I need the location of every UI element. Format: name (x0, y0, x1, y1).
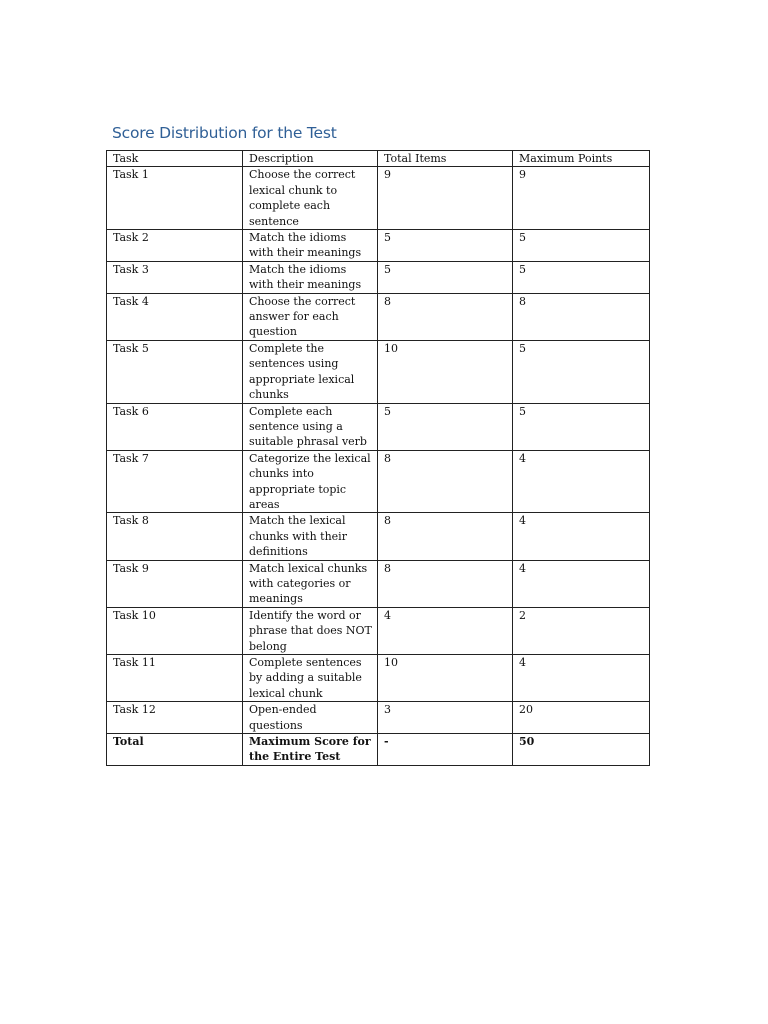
cell-maximum-points: 8 (513, 293, 650, 340)
cell-total-items: 8 (378, 560, 513, 607)
cell-task: Task 8 (107, 513, 243, 560)
cell-description: Categorize the lexical chunks into appropriate topic areas (243, 450, 378, 513)
cell-description: Match lexical chunks with categories or meanings (243, 560, 378, 607)
cell-task: Task 11 (107, 655, 243, 702)
cell-maximum-points: 5 (513, 340, 650, 403)
cell-maximum-points: 20 (513, 702, 650, 734)
table-row (107, 230, 650, 262)
cell-task: Task 4 (107, 293, 243, 340)
cell-description: Choose the correct answer for each question (243, 293, 378, 340)
cell-description: Complete each sentence using a suitable phrasal verb (243, 403, 378, 450)
cell-maximum-points: 5 (513, 230, 650, 262)
cell-total-items: 8 (378, 513, 513, 560)
cell-task: Task 7 (107, 450, 243, 513)
cell-maximum-points: 4 (513, 450, 650, 513)
cell-task: Task 6 (107, 403, 243, 450)
table-row (107, 450, 650, 513)
cell-task: Task 2 (107, 230, 243, 262)
cell-total-items: 5 (378, 403, 513, 450)
cell-total-items: 4 (378, 607, 513, 654)
table-row (107, 167, 650, 230)
table-row (107, 513, 650, 560)
cell-maximum-points: 4 (513, 560, 650, 607)
table-row (107, 655, 650, 702)
cell-description: Complete sentences by adding a suitable lexical chunk (243, 655, 378, 702)
table-row (107, 261, 650, 293)
cell-task: Task 12 (107, 702, 243, 734)
table-row (107, 293, 650, 340)
page-title: Score Distribution for the Test (112, 124, 337, 142)
cell-maximum-points: 5 (513, 261, 650, 293)
cell-task: Task 3 (107, 261, 243, 293)
table-row (107, 560, 650, 607)
cell-description: Open-ended questions (243, 702, 378, 734)
table-row (107, 702, 650, 734)
table-total-row (107, 734, 650, 766)
cell-task: Task 5 (107, 340, 243, 403)
total-label: Total (107, 734, 243, 766)
cell-description: Match the lexical chunks with their definitions (243, 513, 378, 560)
cell-description: Identify the word or phrase that does NOT belong (243, 607, 378, 654)
header-description: Description (243, 151, 378, 167)
cell-maximum-points: 2 (513, 607, 650, 654)
cell-total-items: 5 (378, 261, 513, 293)
table-row (107, 607, 650, 654)
cell-total-items: 10 (378, 655, 513, 702)
cell-total-items: 10 (378, 340, 513, 403)
total-items: - (378, 734, 513, 766)
cell-description: Match the idioms with their meanings (243, 261, 378, 293)
header-total-items: Total Items (378, 151, 513, 167)
table-row (107, 340, 650, 403)
cell-maximum-points: 5 (513, 403, 650, 450)
cell-maximum-points: 4 (513, 513, 650, 560)
cell-task: Task 9 (107, 560, 243, 607)
cell-total-items: 5 (378, 230, 513, 262)
cell-description: Match the idioms with their meanings (243, 230, 378, 262)
cell-description: Choose the correct lexical chunk to complete each sentence (243, 167, 378, 230)
table-row (107, 403, 650, 450)
score-distribution-table (106, 150, 650, 766)
cell-total-items: 8 (378, 450, 513, 513)
cell-task: Task 10 (107, 607, 243, 654)
cell-description: Complete the sentences using appropriate lexical chunks (243, 340, 378, 403)
total-description: Maximum Score for the Entire Test (243, 734, 378, 766)
cell-task: Task 1 (107, 167, 243, 230)
header-task: Task (107, 151, 243, 167)
header-maximum-points: Maximum Points (513, 151, 650, 167)
cell-total-items: 9 (378, 167, 513, 230)
table-header-row (107, 151, 650, 167)
cell-total-items: 8 (378, 293, 513, 340)
total-maximum-points: 50 (513, 734, 650, 766)
cell-maximum-points: 9 (513, 167, 650, 230)
cell-maximum-points: 4 (513, 655, 650, 702)
cell-total-items: 3 (378, 702, 513, 734)
